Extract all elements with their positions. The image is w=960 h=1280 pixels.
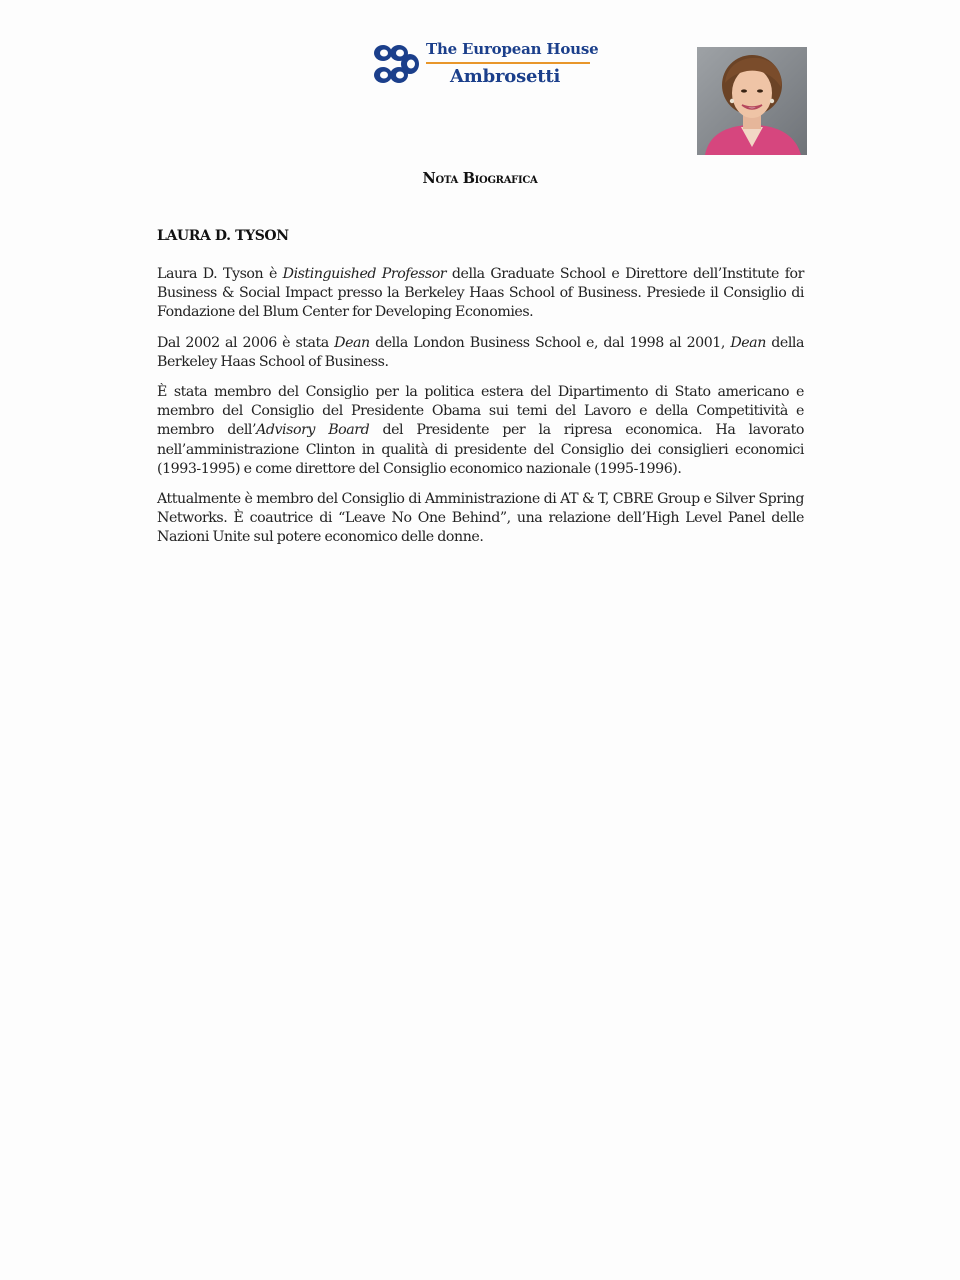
biography-body [157, 265, 804, 559]
ambrosetti-logo-icon [372, 42, 420, 86]
text-run: È stata membro del Consiglio per la politica estera del Dipartimento di Stato americano e membro del Consiglio del Presidente Obama sui temi del Lavoro e della Competitività e membro dell’ [157, 384, 804, 439]
bio-paragraph [157, 383, 804, 479]
logo-text-line2: Ambrosetti [450, 66, 561, 87]
bio-paragraph [157, 334, 804, 372]
ambrosetti-logo [372, 40, 599, 92]
text-run: della Graduate School e Direttore dell’Institute for Business & Social Impact presso la Berkeley Haas School of Business. Presiede il Consiglio di Fondazione del Blum Center for Developing Economies. [157, 266, 804, 321]
italic-run: Dean [334, 334, 370, 351]
text-run: della London Business School e, dal 1998 al 2001, [369, 334, 731, 351]
text-run: Laura D. Tyson è [157, 266, 283, 282]
text-run: del Presidente per la ripresa economica. Ha lavorato nell’amministrazione Clinton in qualità di presidente del Consiglio dei consiglieri economici (1993-1995) e come direttore del Consiglio economico nazionale (1995-1996). [157, 422, 804, 477]
italic-run: Advisory Board [256, 422, 370, 439]
italic-run: Dean [730, 334, 766, 351]
logo-text-line1: The European House [426, 40, 599, 58]
text-run: della Berkeley Haas School of Business. [157, 334, 805, 370]
portrait-illustration [697, 47, 807, 155]
bio-paragraph [157, 265, 804, 323]
portrait-photo [697, 47, 807, 155]
person-name: LAURA D. TYSON [157, 228, 289, 244]
italic-run: Distinguished Professor [282, 266, 447, 282]
document-title: Nota Biografica [422, 170, 538, 187]
text-run: Dal 2002 al 2006 è stata [157, 334, 335, 351]
logo-divider [426, 62, 590, 64]
bio-paragraph [157, 490, 804, 548]
text-run: Attualmente è membro del Consiglio di Amministrazione di AT & T, CBRE Group e Silver Spring Networks. È coautrice di “Leave No One Behind”, una relazione dell’High Level Panel delle Nazioni Unite sul potere economico delle donne. [157, 491, 804, 546]
